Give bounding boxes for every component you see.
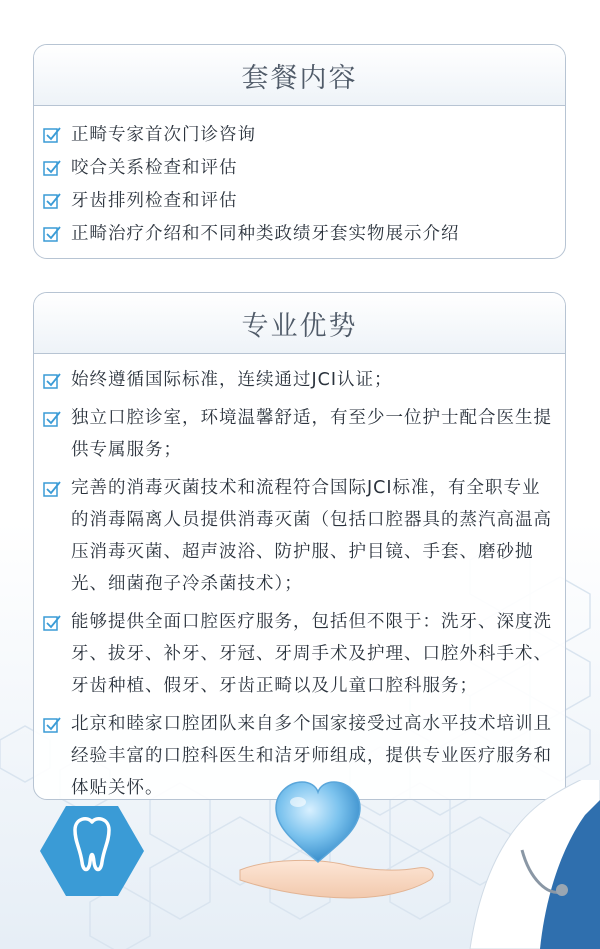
checkbox-check-icon [42, 224, 62, 244]
package-content-title: 套餐内容 [241, 62, 358, 94]
list-item [34, 606, 565, 702]
heart-icon [276, 782, 360, 862]
list-item [34, 151, 565, 184]
professional-advantages-card [33, 292, 566, 800]
list-item [34, 184, 565, 217]
hand-icon [240, 860, 433, 898]
tooth-icon [40, 806, 144, 896]
list-item [34, 364, 565, 396]
checkbox-check-icon [42, 613, 62, 633]
bottom-illustration [0, 780, 600, 949]
list-item-text: 始终遵循国际标准，连续通过JCI认证； [71, 370, 393, 390]
package-content-card [33, 44, 566, 259]
list-item-text: 正畸专家首次门诊咨询 [71, 124, 256, 145]
list-item [34, 118, 565, 151]
professional-advantages-header [34, 293, 565, 354]
package-content-header [34, 45, 565, 106]
package-content-list [34, 106, 565, 250]
list-item-text: 独立口腔诊室，环境温馨舒适，有至少一位护士配合医生提供专属服务； [71, 408, 552, 460]
checkbox-check-icon [42, 409, 62, 429]
list-item [34, 402, 565, 466]
list-item-text: 能够提供全面口腔医疗服务，包括但不限于：洗牙、深度洗牙、拔牙、补牙、牙冠、牙周手术及护理、口腔外科手术、牙齿种植、假牙、牙齿正畸以及儿童口腔科服务； [71, 612, 552, 696]
doctor-figure [470, 780, 600, 949]
list-item-text: 完善的消毒灭菌技术和流程符合国际JCI标准，有全职专业的消毒隔离人员提供消毒灭菌（包括口腔器具的蒸汽高温高压消毒灭菌、超声波浴、防护服、护目镜、手套、磨砂抛光、细菌孢子冷杀菌技术）； [71, 478, 552, 594]
list-item-text: 牙齿排列检查和评估 [71, 190, 238, 211]
professional-advantages-list [34, 354, 565, 804]
list-item-text: 咬合关系检查和评估 [71, 157, 238, 178]
checkbox-check-icon [42, 125, 62, 145]
checkbox-check-icon [42, 158, 62, 178]
list-item-text: 北京和睦家口腔团队来自多个国家接受过高水平技术培训且经验丰富的口腔科医生和洁牙师组成，提供专业医疗服务和体贴关怀。 [71, 714, 552, 798]
list-item [34, 217, 565, 250]
professional-advantages-title: 专业优势 [241, 310, 358, 342]
checkbox-check-icon [42, 191, 62, 211]
checkbox-check-icon [42, 715, 62, 735]
list-item [34, 472, 565, 600]
checkbox-check-icon [42, 371, 62, 391]
checkbox-check-icon [42, 479, 62, 499]
list-item-text: 正畸治疗介绍和不同种类政绩牙套实物展示介绍 [71, 223, 460, 244]
